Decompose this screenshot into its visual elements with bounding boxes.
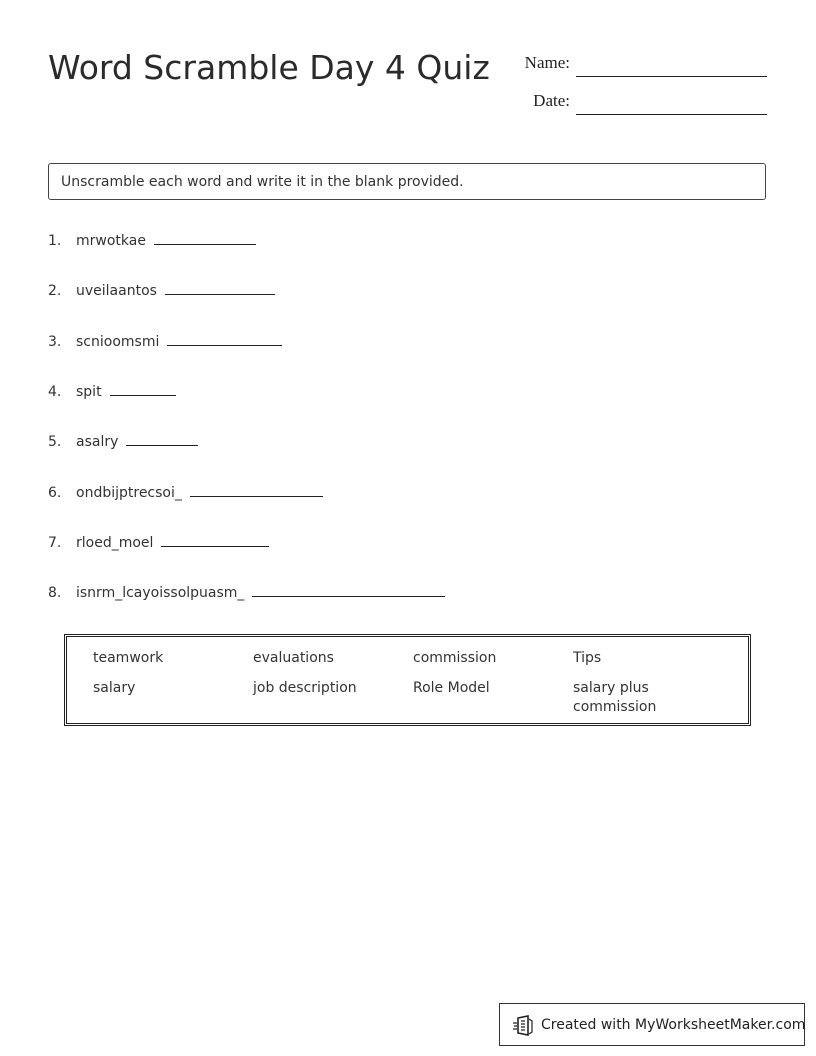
- scrambled-word: scnioomsmi: [76, 334, 160, 350]
- answer-blank[interactable]: [154, 232, 256, 245]
- question-number: 5.: [48, 434, 62, 450]
- name-input-line[interactable]: [576, 76, 767, 77]
- word-bank-item: evaluations: [253, 650, 334, 666]
- question-number: 2.: [48, 283, 62, 299]
- scrambled-word: mrwotkae: [76, 233, 146, 249]
- word-bank-item: salary plus commission: [573, 680, 657, 715]
- answer-blank[interactable]: [126, 433, 198, 446]
- question-number: 1.: [48, 233, 62, 249]
- date-input-line[interactable]: [576, 114, 767, 115]
- question-item: [48, 282, 275, 302]
- question-item: [48, 433, 198, 453]
- worksheet-title: Word Scramble Day 4 Quiz: [48, 48, 490, 87]
- myworksheetmaker-logo-icon: [512, 1015, 534, 1037]
- scrambled-word: ondbijptrecsoi_: [76, 485, 182, 501]
- scrambled-word: isnrm_lcayoissolpuasm_: [76, 585, 245, 601]
- question-number: 6.: [48, 485, 62, 501]
- question-number: 4.: [48, 384, 62, 400]
- word-bank-item: commission: [413, 650, 497, 666]
- word-bank-box: [64, 634, 751, 726]
- word-bank-item: Role Model: [413, 680, 490, 696]
- question-item: [48, 383, 176, 403]
- question-item: [48, 232, 256, 252]
- answer-blank[interactable]: [252, 584, 445, 597]
- question-item: [48, 534, 269, 554]
- question-item: [48, 484, 323, 504]
- answer-blank[interactable]: [165, 282, 275, 295]
- question-item: [48, 333, 282, 353]
- word-bank-item: Tips: [573, 650, 602, 666]
- credit-text: Created with MyWorksheetMaker.com: [541, 1017, 806, 1033]
- question-item: [48, 584, 445, 604]
- scrambled-word: uveilaantos: [76, 283, 157, 299]
- question-number: 7.: [48, 535, 62, 551]
- answer-blank[interactable]: [167, 333, 282, 346]
- answer-blank[interactable]: [110, 383, 176, 396]
- credit-badge[interactable]: [499, 1003, 805, 1046]
- question-number: 3.: [48, 334, 62, 350]
- scrambled-word: asalry: [76, 434, 119, 450]
- answer-blank[interactable]: [161, 534, 269, 547]
- answer-blank[interactable]: [190, 484, 323, 497]
- instructions-box: [48, 163, 766, 200]
- word-bank-item: teamwork: [93, 650, 164, 666]
- question-number: 8.: [48, 585, 62, 601]
- date-label: Date:: [533, 91, 570, 110]
- scrambled-word: rloed_moel: [76, 535, 154, 551]
- instructions-text: Unscramble each word and write it in the blank provided.: [61, 174, 464, 190]
- scrambled-word: spit: [76, 384, 102, 400]
- word-bank-item: job description: [253, 680, 357, 696]
- name-label: Name:: [524, 53, 570, 72]
- word-bank-item: salary: [93, 680, 136, 696]
